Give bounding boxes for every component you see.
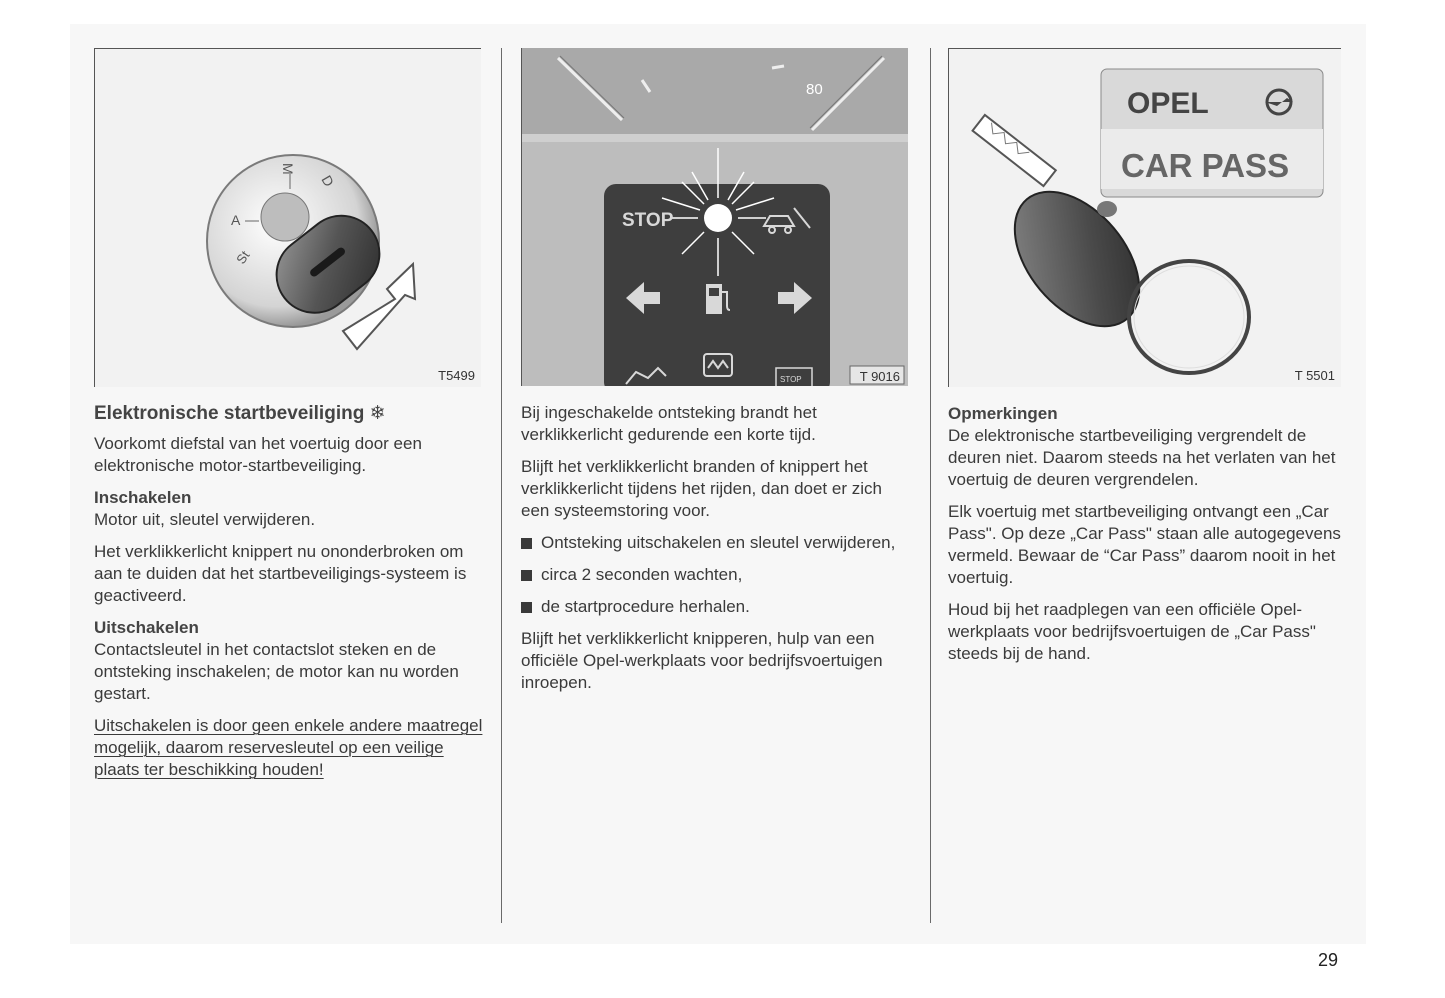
key-and-car-pass-illustration bbox=[949, 49, 1341, 387]
subsection-uitschakelen bbox=[94, 617, 484, 705]
list-item bbox=[521, 532, 911, 554]
list-item-text: circa 2 seconden wachten, bbox=[541, 565, 743, 584]
paragraph: Houd bij het raadplegen van een officiële Opel-werkplaats voor bedrijfsvoertuigen de „Car Pass" steeds bij de hand. bbox=[948, 600, 1316, 663]
paragraph: Blijft het verklikkerlicht knipperen, hulp van een officiële Opel-werkplaats voor bedrijfsvoertuigen inroepen. bbox=[521, 629, 883, 692]
column-1 bbox=[94, 48, 484, 791]
paragraph: Bij ingeschakelde ontsteking brandt het verklikkerlicht gedurende een korte tijd. bbox=[521, 403, 817, 444]
stop-small-label: STOP bbox=[780, 375, 802, 384]
section-heading bbox=[94, 403, 484, 425]
paragraph: Blijft het verklikkerlicht branden of knippert het verklikkerlicht tijdens het rijden, dan doet er zich een systeemstoring voor. bbox=[521, 457, 882, 520]
car-pass-figure bbox=[948, 48, 1341, 387]
ignition-label-st: St bbox=[233, 248, 253, 267]
instrument-panel-illustration bbox=[522, 48, 908, 386]
column-1-text bbox=[94, 403, 484, 781]
column-3 bbox=[948, 48, 1343, 675]
bullet-icon bbox=[521, 602, 532, 613]
intro-paragraph: Voorkomt diefstal van het voertuig door een elektronische motor-startbeveiliging. bbox=[94, 434, 422, 475]
paragraph: De elektronische startbeveiliging vergrendelt de deuren niet. Daarom steeds na het verlaten van het voertuig de deuren vergrendelen. bbox=[948, 426, 1336, 489]
figure-code: T 5501 bbox=[1294, 368, 1335, 383]
subsection-text: Motor uit, sleutel verwijderen. bbox=[94, 510, 316, 529]
column-3-text bbox=[948, 403, 1343, 665]
list-item-text: de startprocedure herhalen. bbox=[541, 597, 750, 616]
list-item bbox=[521, 564, 911, 586]
paragraph: Elk voertuig met startbeveiliging ontvangt een „Car Pass". Op deze „Car Pass" staan alle autogegevens vermeld. Bewaar de “Car Pass” daarom nooit in het voertuig. bbox=[948, 502, 1341, 587]
subsection-title: Inschakelen bbox=[94, 488, 192, 507]
list-item-text: Ontsteking uitschakelen en sleutel verwijderen, bbox=[541, 533, 896, 552]
column-2-text bbox=[521, 402, 911, 694]
ignition-lock-figure bbox=[94, 48, 481, 387]
notes-heading: Opmerkingen bbox=[948, 404, 1058, 423]
warning-light-icon bbox=[704, 204, 732, 232]
card-title: CAR PASS bbox=[1121, 147, 1290, 184]
subsection-inschakelen bbox=[94, 487, 484, 531]
ignition-label-d: D bbox=[318, 172, 338, 190]
bullet-icon bbox=[521, 570, 532, 581]
paragraph: Het verklikkerlicht knippert nu ononderbroken om aan te duiden dat het startbeveiligings-systeem is geactiveerd. bbox=[94, 542, 467, 605]
subsection-title: Uitschakelen bbox=[94, 618, 199, 637]
warning-note: Uitschakelen is door geen enkele andere maatregel mogelijk, daarom reservesleutel op een veilige plaats ter beschikking houden! bbox=[94, 716, 483, 779]
column-divider bbox=[501, 48, 502, 923]
snowflake-icon: ❄ bbox=[369, 403, 386, 424]
figure-code: T 9016 bbox=[859, 369, 900, 384]
warning-light-figure bbox=[521, 48, 908, 386]
bullet-icon bbox=[521, 538, 532, 549]
speed-label: 80 bbox=[806, 81, 823, 98]
stop-label: STOP bbox=[622, 210, 674, 231]
ignition-label-a: A bbox=[231, 212, 241, 228]
subsection-text: Contactsleutel in het contactslot steken en de ontsteking inschakelen; de motor kan nu worden gestart. bbox=[94, 640, 459, 703]
column-divider bbox=[930, 48, 931, 923]
ignition-lock-illustration bbox=[95, 49, 481, 387]
list-item bbox=[521, 596, 911, 618]
heading-text: Elektronische startbeveiliging bbox=[94, 403, 365, 424]
column-2 bbox=[521, 48, 911, 704]
figure-code: T5499 bbox=[438, 368, 475, 383]
ignition-label-m: M bbox=[280, 163, 296, 175]
card-brand: OPEL bbox=[1127, 87, 1209, 120]
page-number: 29 bbox=[1318, 950, 1339, 970]
